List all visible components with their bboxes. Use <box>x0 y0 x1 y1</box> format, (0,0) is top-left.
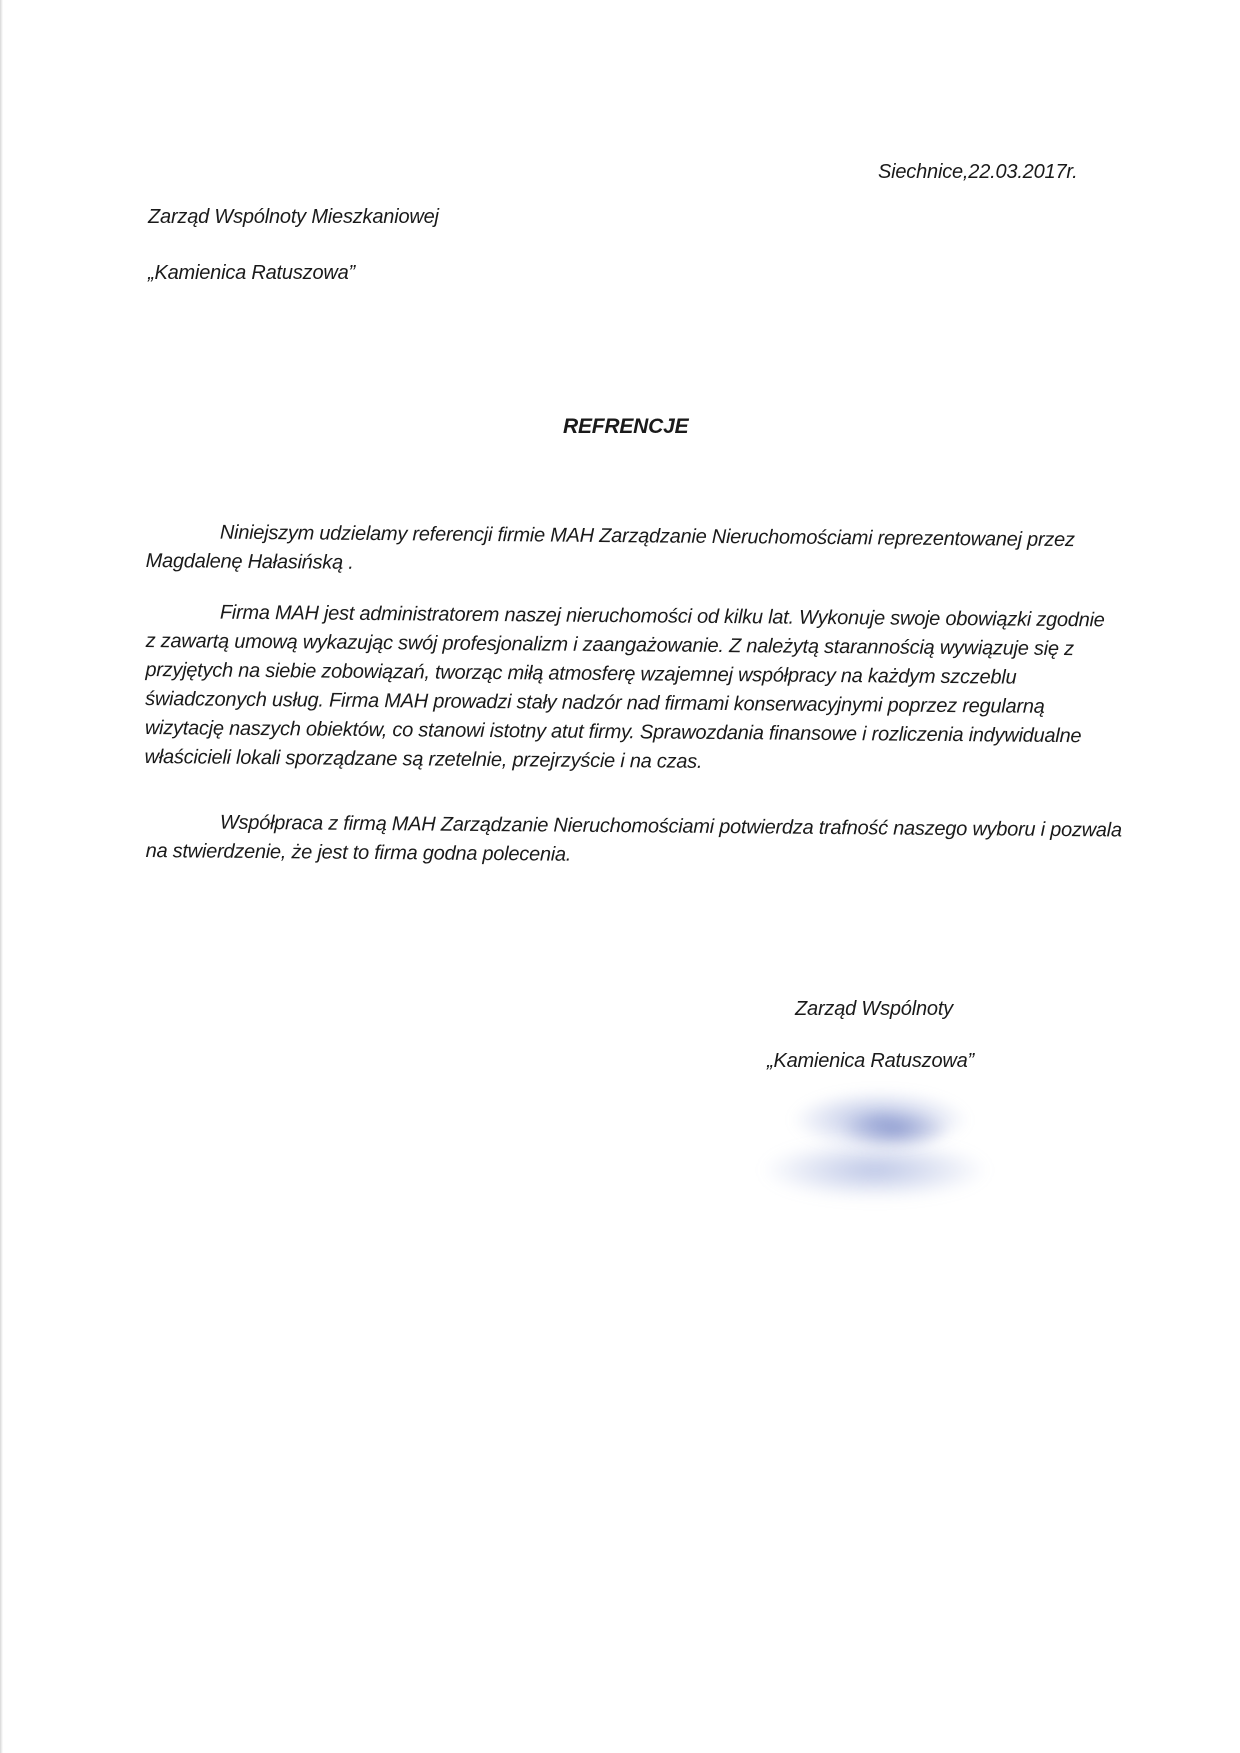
signature-ink <box>840 1110 950 1150</box>
paragraph-line: Firma MAH jest administratorem naszej nieruchomości od kilku lat. Wykonuje swoje obowiązki zgodnie <box>219 601 1105 632</box>
paragraph-intro <box>145 518 1075 584</box>
letter-date: Siechnice,22.03.2017r. <box>878 161 1078 183</box>
paragraph-conclusion <box>145 808 1122 874</box>
paragraph-main <box>144 598 1105 780</box>
scan-edge <box>0 0 3 1753</box>
paragraph-line: Współpraca z firmą MAH Zarządzanie Nieruchomościami potwierdza trafność naszego wyboru i pozwala <box>219 811 1122 842</box>
recipient-line-2: „Kamienica Ratuszowa” <box>148 262 355 284</box>
paragraph-line: przyjętych na siebie zobowiązań, tworząc miłą atmosferę wzajemnej współpracy na każdym szczeblu <box>145 658 1017 689</box>
paragraph-line: wizytację naszych obiektów, co stanowi istotny atut firmy. Sprawozdania finansowe i rozliczenia indywidualne <box>144 716 1082 748</box>
signature-block-line-1: Zarząd Wspólnoty <box>795 998 953 1020</box>
letter-title: REFRENCJE <box>563 415 689 438</box>
paragraph-line: świadczonych usług. Firma MAH prowadzi stały nadzór nad firmami konserwacyjnymi poprzez regularną <box>145 687 1045 718</box>
paragraph-line: Magdalenę Hałasińską . <box>145 549 354 574</box>
paragraph-line: Niniejszym udzielamy referencji firmie MAH Zarządzanie Nieruchomościami reprezentowanej przez <box>219 521 1075 552</box>
paragraph-line: z zawartą umową wykazując swój profesjonalizm i zaangażowanie. Z należytą starannością wywiązuje się z <box>145 629 1074 661</box>
recipient-line-1: Zarząd Wspólnoty Mieszkaniowej <box>148 206 439 228</box>
paragraph-line: właścicieli lokali sporządzane są rzetelnie, przejrzyście i na czas. <box>144 745 703 773</box>
blurred-signature-image <box>760 1080 995 1210</box>
paragraph-line: na stwierdzenie, że jest to firma godna polecenia. <box>145 839 572 866</box>
signature-block-line-2: „Kamienica Ratuszowa” <box>767 1050 974 1072</box>
signature-ink <box>760 1140 990 1200</box>
